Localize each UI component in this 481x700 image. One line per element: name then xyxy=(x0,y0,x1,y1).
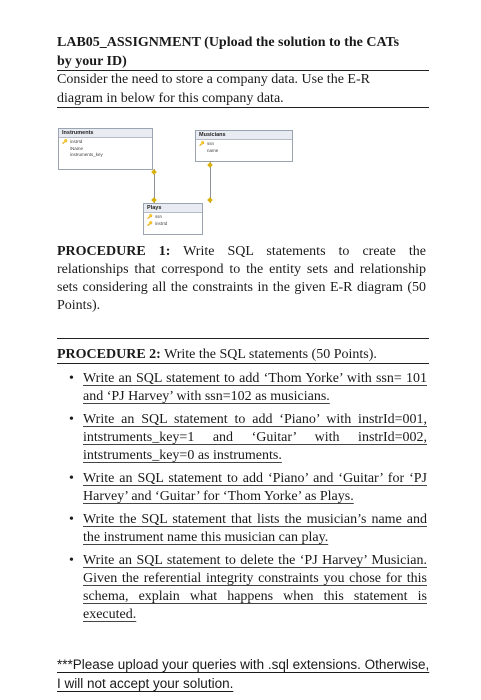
entity-musicians-title: Musicians xyxy=(196,131,292,140)
title-line-1: LAB05_ASSIGNMENT (Upload the solution to the CATs xyxy=(57,35,400,50)
primary-key-icon: 🔑 xyxy=(147,214,153,219)
procedure-1-text: Write SQL statements to create the relationships that correspond to the entity sets and relationship sets considering all the constraints in the given E-R diagram (50 Points). xyxy=(57,244,426,313)
procedure-2 xyxy=(57,346,426,364)
connector-end-icon xyxy=(151,169,157,175)
list-item: • Write an SQL statement to delete the ‘PJ Harvey’ Musician. Given the referential integrity constraints you chose for this schema, explain what happens when this statement is executed. xyxy=(69,553,427,622)
connector-end-icon xyxy=(151,197,157,203)
bullet-icon: • xyxy=(69,412,74,427)
primary-key-icon: 🔑 xyxy=(199,141,205,146)
list-item: • Write an SQL statement to add ‘Thom Yorke’ with ssn= 101 and ‘PJ Harvey’ with ssn=102 as musicians. xyxy=(69,371,427,404)
intro-line-1: Consider the need to store a company data. Use the E-R xyxy=(57,72,370,87)
procedure-1-label: PROCEDURE 1: xyxy=(57,244,171,259)
assignment-title xyxy=(57,33,432,71)
entity-plays xyxy=(143,203,203,235)
task-list xyxy=(57,370,427,629)
primary-key-icon: 🔑 xyxy=(62,139,68,144)
list-item: • Write an SQL statement to add ‘Piano’ with instrId=001, intstruments_key=1 and ‘Guitar’ with instrId=002, intstruments_key=0 as instruments. xyxy=(69,412,427,463)
procedure-2-label: PROCEDURE 2: xyxy=(57,347,161,362)
connector-end-icon xyxy=(207,162,213,168)
er-diagram xyxy=(56,123,426,238)
bullet-icon: • xyxy=(69,553,74,568)
entity-field: iName xyxy=(70,146,84,151)
intro-line-2: diagram in below for this company data. xyxy=(57,91,284,106)
procedure-1 xyxy=(57,243,426,315)
entity-plays-title: Plays xyxy=(144,204,202,213)
connector-end-icon xyxy=(207,197,213,203)
entity-field: name xyxy=(207,148,219,153)
intro-underline xyxy=(57,107,429,108)
bullet-icon: • xyxy=(69,371,74,386)
entity-instruments-title: Instruments xyxy=(59,129,152,138)
entity-field: 🔑 instrId xyxy=(62,139,83,144)
intro-paragraph xyxy=(57,70,429,108)
list-item: • Write an SQL statement to add ‘Piano’ and ‘Guitar’ for ‘PJ Harvey’ and ‘Guitar’ for ‘Thom Yorke’ as Plays. xyxy=(69,471,427,504)
primary-key-icon: 🔑 xyxy=(147,221,153,226)
procedure-2-text: Write the SQL statements (50 Points). xyxy=(160,347,377,362)
procedure-1-underline xyxy=(57,338,429,339)
title-line-2: by your ID) xyxy=(57,54,127,69)
submission-note: ***Please upload your queries with .sql extensions. Otherwise, I will not accept your solution. xyxy=(57,657,430,691)
entity-field: 🔑 instrId xyxy=(147,221,168,226)
bullet-icon: • xyxy=(69,471,74,486)
bullet-icon: • xyxy=(69,512,74,527)
entity-field: 🔑 ssn xyxy=(199,141,215,146)
entity-musicians xyxy=(195,130,293,162)
entity-field: instruments_key xyxy=(70,152,103,157)
entity-field: 🔑 ssn xyxy=(147,214,163,219)
list-item: • Write the SQL statement that lists the musician’s name and the instrument name this musician can play. xyxy=(69,512,427,545)
procedure-2-underline xyxy=(57,363,429,364)
entity-instruments xyxy=(58,128,153,170)
